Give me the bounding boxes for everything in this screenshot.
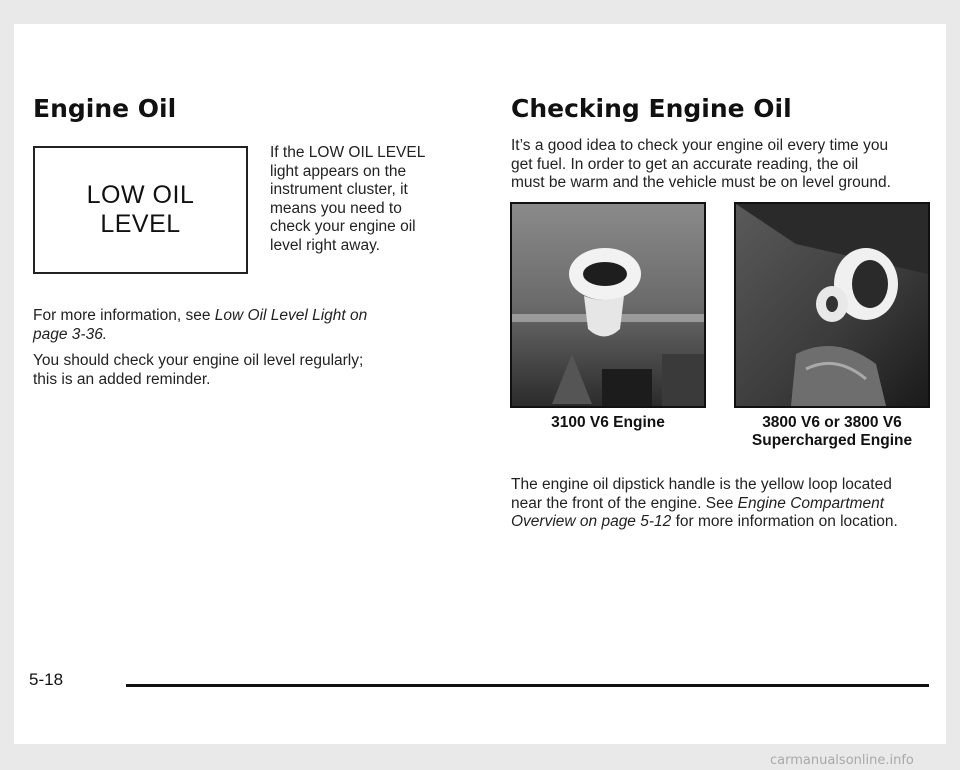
light-description: If the LOW OIL LEVEL light appears on the instrument cluster, it means you need to check your engine oil level right away. [270,144,426,254]
dipstick-photo-3100-image [512,204,704,406]
warning-light-line-2: LEVEL [100,210,181,238]
low-oil-level-light-link[interactable]: Low Oil Level Light on [214,307,368,324]
warning-light-line-1: LOW OIL [86,181,195,209]
engine-photo-3100 [510,202,706,408]
engine-oil-heading: Engine Oil [33,94,177,123]
dipstick-paragraph: The engine oil dipstick handle is the yellow loop located near the front of the engine. See Engine Compartment Overview on page 5-12 for more information on location. [511,476,898,530]
page-number: 5-18 [29,670,64,689]
caption-3800: 3800 V6 or 3800 V6 Supercharged Engine [751,414,913,449]
footer-rule [126,684,929,687]
caption-3100: 3100 V6 Engine [551,414,665,431]
engine-photo-3800 [734,202,930,408]
engine-compartment-link[interactable]: Engine Compartment [737,494,885,512]
more-info-paragraph: For more information, see Low Oil Level Light on page 3-36. [33,307,368,343]
page-reference-link[interactable]: page 3-36. [33,325,108,343]
reminder-paragraph: You should check your engine oil level regularly; this is an added reminder. [33,352,364,388]
overview-page-link[interactable]: Overview on page 5-12 [511,513,672,530]
dipstick-photo-3800-image [736,204,928,406]
intro-paragraph: It’s a good idea to check your engine oil every time you get fuel. In order to get an accurate reading, the oil must be warm and the vehicle must be on level ground. [511,137,891,191]
watermark: carmanualsonline.info [770,753,914,768]
checking-engine-oil-heading: Checking Engine Oil [511,94,792,123]
low-oil-level-light-icon [33,146,248,274]
manual-page [14,24,946,744]
